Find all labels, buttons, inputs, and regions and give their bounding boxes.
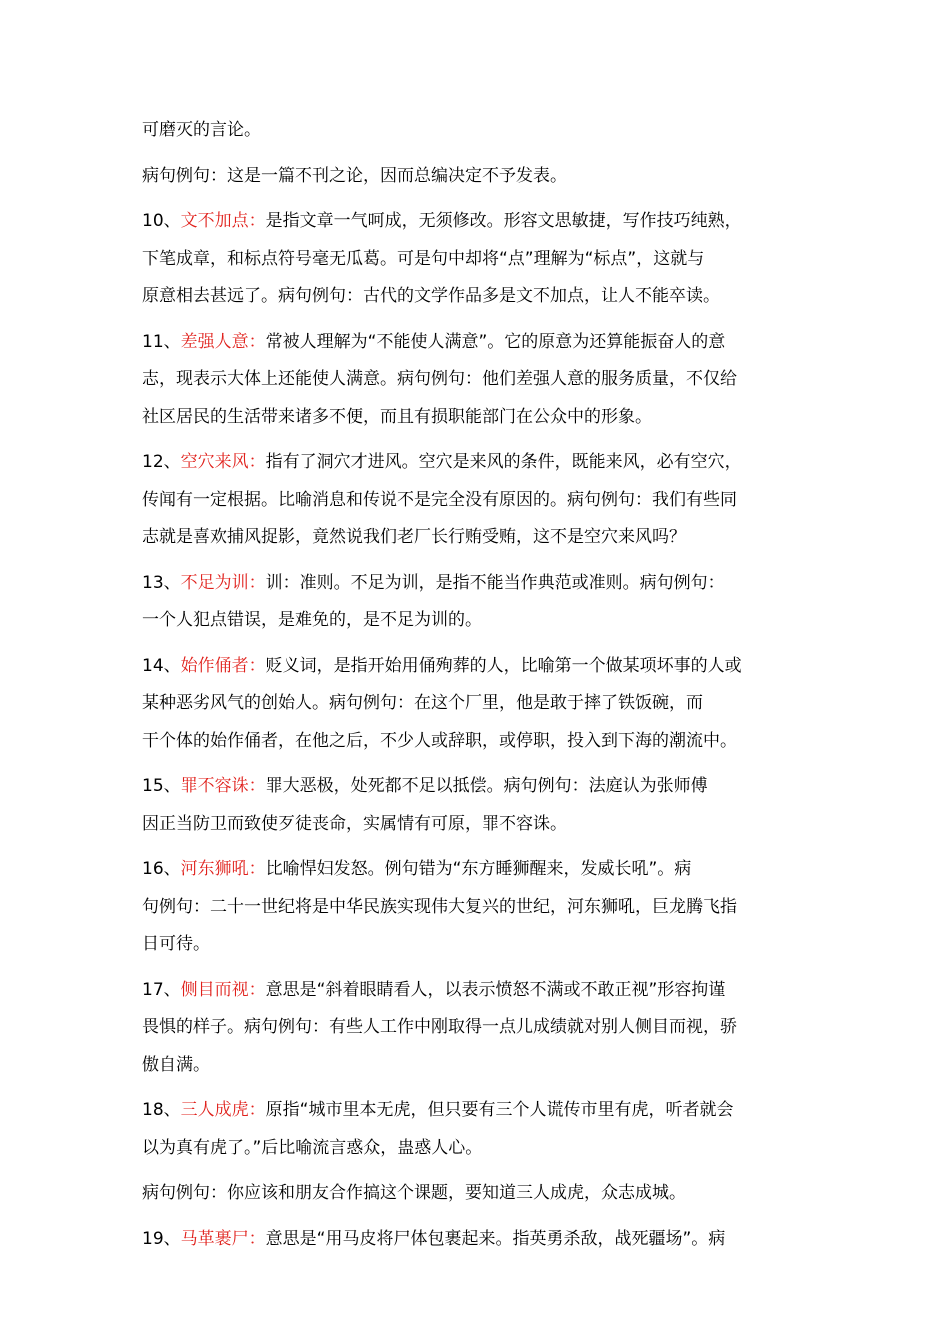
entry-12 bbox=[142, 444, 814, 557]
text-line: 句例句：二十一世纪将是中华民族实现伟大复兴的世纪，河东狮吼，巨龙腾飞指 bbox=[142, 896, 737, 917]
idiom-term: 马革裹尸： bbox=[180, 1228, 266, 1249]
entry-14 bbox=[142, 648, 814, 761]
entry-13 bbox=[142, 565, 814, 640]
entry-number: 14、 bbox=[142, 655, 181, 676]
entry-19 bbox=[142, 1221, 814, 1259]
entry-first-line bbox=[142, 203, 814, 241]
text-line: 日可待。 bbox=[142, 934, 210, 954]
text-line: 病句例句：这是一篇不刊之论，因而总编决定不予发表。 bbox=[142, 165, 567, 186]
text-line: 志就是喜欢捕风捉影，竟然说我们老厂长行贿受贿，这不是空穴来风吗？ bbox=[142, 527, 686, 547]
entry-first-line bbox=[142, 324, 814, 362]
text-line: 因正当防卫而致使歹徒丧命，实属情有可原，罪不容诛。 bbox=[142, 813, 567, 834]
text-line: 一个人犯点错误，是难免的，是不足为训的。 bbox=[142, 610, 482, 630]
text-line: 畏惧的样子。病句例句：有些人工作中刚取得一点儿成绩就对别人侧目而视，骄 bbox=[142, 1017, 737, 1037]
text-line: 可磨灭的言论。 bbox=[142, 120, 261, 140]
entry-first-line bbox=[142, 1092, 814, 1130]
entry-number: 19、 bbox=[142, 1228, 181, 1249]
entry-number: 10、 bbox=[142, 211, 181, 231]
entry-number: 18、 bbox=[142, 1100, 181, 1120]
entry-first-line bbox=[142, 851, 814, 889]
entry-15 bbox=[142, 768, 814, 843]
paragraph-prev-continuation bbox=[142, 112, 814, 150]
entry-text: 意思是“用马皮将尸体包裹起来。指英勇杀敌，战死疆场”。病 bbox=[265, 1228, 726, 1249]
text-line: 病句例句：你应该和朋友合作搞这个课题，要知道三人成虎，众志成城。 bbox=[142, 1183, 686, 1203]
entry-first-line bbox=[142, 1221, 814, 1259]
idiom-term: 空穴来风： bbox=[180, 452, 266, 472]
text-line: 志，现表示大体上还能使人满意。病句例句：他们差强人意的服务质量，不仅给 bbox=[142, 369, 737, 389]
entry-10 bbox=[142, 203, 814, 316]
entry-text: 指有了洞穴才进风。空穴是来风的条件，既能来风，必有空穴， bbox=[265, 452, 742, 472]
text-line: 傲自满。 bbox=[142, 1054, 210, 1075]
entry-number: 17、 bbox=[142, 979, 181, 1000]
idiom-term: 侧目而视： bbox=[180, 979, 266, 1000]
idiom-term: 不足为训： bbox=[180, 572, 266, 593]
entry-number: 11、 bbox=[142, 331, 181, 352]
idiom-term: 河东狮吼： bbox=[180, 859, 266, 879]
entry-17 bbox=[142, 972, 814, 1085]
text-line: 传闻有一定根据。比喻消息和传说不是完全没有原因的。病句例句：我们有些同 bbox=[142, 489, 737, 510]
entry-first-line bbox=[142, 444, 814, 482]
entry-text: 原指“城市里本无虎，但只要有三个人谎传市里有虎，听者就会 bbox=[265, 1100, 734, 1120]
entry-18 bbox=[142, 1092, 814, 1167]
idiom-term: 始作俑者： bbox=[180, 655, 266, 676]
entry-text: 常被人理解为“不能使人满意”。它的原意为还算能振奋人的意 bbox=[265, 331, 726, 352]
entry-18-example bbox=[142, 1175, 814, 1213]
entry-16 bbox=[142, 851, 814, 964]
entry-number: 12、 bbox=[142, 452, 181, 472]
text-line: 原意相去甚远了。病句例句：古代的文学作品多是文不加点，让人不能卒读。 bbox=[142, 286, 720, 306]
entry-text: 罪大恶极，处死都不足以抵偿。病句例句：法庭认为张师傅 bbox=[265, 776, 708, 796]
document-body bbox=[142, 112, 814, 1266]
entry-first-line bbox=[142, 972, 814, 1010]
entry-number: 16、 bbox=[142, 859, 181, 879]
entry-text: 比喻悍妇发怒。例句错为“东方睡狮醒来，发威长吼”。病 bbox=[265, 859, 692, 879]
entry-text: 意思是“斜着眼睛看人，以表示愤怒不满或不敢正视”形容拘谨 bbox=[265, 979, 726, 1000]
text-line: 某种恶劣风气的创始人。病句例句：在这个厂里，他是敢于摔了铁饭碗，而 bbox=[142, 693, 703, 713]
text-line: 社区居民的生活带来诸多不便，而且有损职能部门在公众中的形象。 bbox=[142, 406, 652, 427]
entry-text: 训：准则。不足为训，是指不能当作典范或准则。病句例句： bbox=[265, 572, 725, 593]
entry-number: 13、 bbox=[142, 572, 181, 593]
idiom-term: 差强人意： bbox=[180, 331, 266, 352]
text-line: 以为真有虎了。”后比喻流言惑众，蛊惑人心。 bbox=[142, 1137, 483, 1158]
entry-number: 15、 bbox=[142, 776, 181, 796]
entry-first-line bbox=[142, 648, 814, 686]
entry-text: 贬义词，是指开始用俑殉葬的人，比喻第一个做某项坏事的人或 bbox=[265, 655, 742, 676]
idiom-term: 文不加点： bbox=[180, 211, 266, 231]
entry-11 bbox=[142, 324, 814, 437]
entry-first-line bbox=[142, 565, 814, 603]
entry-text: 是指文章一气呵成，无须修改。形容文思敏捷，写作技巧纯熟， bbox=[265, 211, 742, 231]
paragraph-prev-example bbox=[142, 158, 814, 196]
entry-first-line bbox=[142, 768, 814, 806]
idiom-term: 罪不容诛： bbox=[180, 776, 266, 796]
idiom-term: 三人成虎： bbox=[180, 1100, 266, 1120]
text-line: 干个体的始作俑者，在他之后，不少人或辞职，或停职，投入到下海的潮流中。 bbox=[142, 730, 737, 751]
text-line: 下笔成章，和标点符号毫无瓜葛。可是句中却将“点”理解为“标点”，这就与 bbox=[142, 248, 705, 269]
